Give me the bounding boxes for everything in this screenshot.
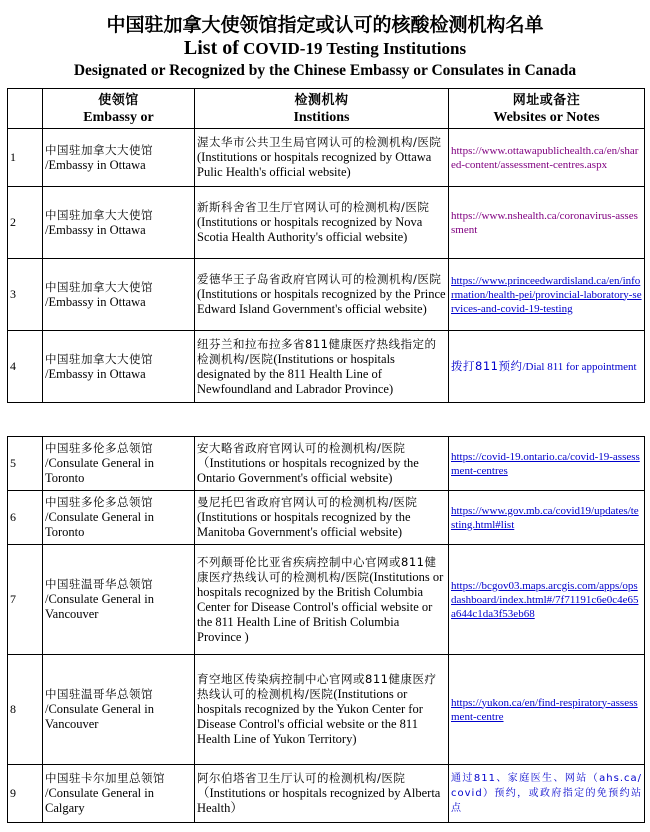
table-row — [8, 655, 645, 765]
header-institution: 检测机构 Institions — [195, 89, 449, 129]
note-zh: 通过811、家庭医生、网站（ahs.ca/covid）预约，或政府指定的免预约站点 — [451, 773, 642, 814]
embassy-name-en: /Consulate General in Toronto — [45, 456, 154, 485]
embassy-name-zh: 中国驻加拿大大使馆 — [45, 279, 153, 294]
institution-zh: 育空地区传染病控制中心官网或811健康医疗热线认可的检测机构/医院 — [197, 672, 437, 701]
embassy-cell — [43, 545, 195, 655]
institution-en: (Institutions or hospitals recognized by Nova Scotia Health Authority's official website) — [197, 215, 423, 244]
page-title-zh: 中国驻加拿大使领馆指定或认可的核酸检测机构名单 — [106, 14, 544, 36]
embassy-cell — [43, 129, 195, 187]
row-number: 3 — [8, 259, 43, 331]
institution-zh: 曼尼托巴省政府官网认可的检测机构/医院 — [197, 495, 418, 509]
website-link[interactable]: https://bcgov03.maps.arcgis.com/apps/opsdashboard/index.html#/7f71191c6e0c4e65a644c1da3f53eb68 — [449, 545, 645, 655]
institution-en: (Institutions or hospitals designated by the 811 Health Line of Newfoundland and Labrador Province) — [197, 351, 395, 396]
institution-en: (Institutions or hospitals recognized by the British Columbia Center for Disease Control's official website or the 811 Health Line of British Columbia Province ) — [197, 569, 444, 644]
row-number: 5 — [8, 437, 43, 491]
row-number: 6 — [8, 491, 43, 545]
institution-zh: 爱德华王子岛省政府官网认可的检测机构/医院 — [197, 272, 442, 286]
institution-cell — [195, 491, 449, 545]
embassy-name-zh: 中国驻加拿大大使馆 — [45, 207, 153, 222]
embassy-name-en: /Embassy in Ottawa — [45, 222, 146, 237]
institution-zh: 纽芬兰和拉布拉多省811健康医疗热线指定的检测机构/医院 — [197, 336, 437, 366]
embassy-name-en: /Embassy in Ottawa — [45, 366, 146, 381]
note-en: /Dial 811 for appointment — [522, 361, 637, 373]
website-link[interactable]: https://www.princeedwardisland.ca/en/information/health-pei/provincial-laboratory-services-and-covid-19-testing — [449, 259, 645, 331]
institution-cell — [195, 545, 449, 655]
row-number: 7 — [8, 545, 43, 655]
website-link[interactable]: https://www.ottawapublichealth.ca/en/shared-content/assessment-centres.aspx — [449, 129, 645, 187]
institution-cell — [195, 187, 449, 259]
institution-en: （Institutions or hospitals recognized by the Ontario Government's official website) — [197, 456, 419, 485]
page-title-en — [0, 37, 650, 60]
institutions-table-1 — [7, 88, 645, 403]
note-zh: 拨打811预约 — [451, 359, 523, 373]
institution-zh: 新斯科舍省卫生厅官网认可的检测机构/医院 — [197, 200, 430, 214]
row-number: 4 — [8, 331, 43, 403]
embassy-cell — [43, 187, 195, 259]
embassy-name-zh: 中国驻多伦多总领馆 — [45, 441, 153, 455]
table-row — [8, 187, 645, 259]
institution-cell — [195, 765, 449, 823]
institutions-table-2 — [7, 436, 645, 823]
embassy-cell — [43, 437, 195, 491]
website-link[interactable]: https://yukon.ca/en/find-respiratory-assessment-centre — [449, 655, 645, 765]
table-row — [8, 491, 645, 545]
appointment-note — [449, 765, 645, 823]
institution-en: (Institutions or hospitals recognized by the Manitoba Government's official website) — [197, 510, 411, 539]
institution-en: (Institutions or hospitals recognized by the Yukon Center for Disease Control's official website or the 811 Health Line of Yukon Territory) — [197, 687, 423, 746]
header-embassy: 使领馆 Embassy or — [43, 89, 195, 129]
embassy-name-zh: 中国驻温哥华总领馆 — [45, 577, 153, 591]
embassy-name-en: /Embassy in Ottawa — [45, 157, 146, 172]
table-row — [8, 545, 645, 655]
row-number: 9 — [8, 765, 43, 823]
website-link[interactable]: https://www.nshealth.ca/coronavirus-assessment — [449, 187, 645, 259]
embassy-name-zh: 中国驻卡尔加里总领馆 — [45, 771, 165, 785]
table-header-row — [8, 89, 645, 129]
table-row — [8, 437, 645, 491]
appointment-note — [449, 331, 645, 403]
embassy-name-en: /Consulate General in Calgary — [45, 786, 154, 815]
header-website: 网址或备注 Websites or Notes — [449, 89, 645, 129]
institution-cell — [195, 655, 449, 765]
embassy-name-en: /Consulate General in Toronto — [45, 510, 154, 539]
embassy-name-en: /Consulate General in Vancouver — [45, 592, 154, 621]
header-num-cell — [8, 89, 43, 129]
table-row — [8, 259, 645, 331]
embassy-cell — [43, 259, 195, 331]
title-en-prefix: List of — [183, 37, 239, 59]
row-number: 8 — [8, 655, 43, 765]
embassy-cell — [43, 491, 195, 545]
website-link[interactable]: https://covid-19.ontario.ca/covid-19-assessment-centres — [449, 437, 645, 491]
row-number: 1 — [8, 129, 43, 187]
institution-zh: 渥太华市公共卫生局官网认可的检测机构/医院 — [197, 135, 442, 149]
table-row — [8, 129, 645, 187]
institution-zh: 不列颠哥伦比亚省疾病控制中心官网或811健康医疗热线认可的检测机构/医院 — [197, 554, 437, 584]
row-number: 2 — [8, 187, 43, 259]
institution-cell — [195, 129, 449, 187]
table-row — [8, 331, 645, 403]
institution-zh: 阿尔伯塔省卫生厅认可的检测机构/医院 — [197, 771, 406, 785]
page-subtitle: Designated or Recognized by the Chinese Embassy or Consulates in Canada — [73, 62, 577, 79]
institution-en: （Institutions or hospitals recognized by Alberta Health） — [197, 786, 441, 815]
embassy-name-en: /Embassy in Ottawa — [45, 294, 146, 309]
embassy-name-en: /Consulate General in Vancouver — [45, 702, 154, 731]
embassy-name-zh: 中国驻加拿大大使馆 — [45, 142, 153, 157]
embassy-cell — [43, 331, 195, 403]
title-en-rest: COVID-19 Testing Institutions — [243, 39, 467, 58]
institution-cell — [195, 437, 449, 491]
embassy-cell — [43, 655, 195, 765]
institution-en: (Institutions or hospitals recognized by Ottawa Pulic Health's official website) — [197, 150, 432, 179]
institution-en: (Institutions or hospitals recognized by the Prince Edward Island Government's official website) — [197, 287, 446, 316]
embassy-name-zh: 中国驻加拿大大使馆 — [45, 351, 153, 366]
institution-zh: 安大略省政府官网认可的检测机构/医院 — [197, 441, 406, 455]
embassy-name-zh: 中国驻温哥华总领馆 — [45, 687, 153, 701]
table-row — [8, 765, 645, 823]
embassy-name-zh: 中国驻多伦多总领馆 — [45, 495, 153, 509]
institution-cell — [195, 259, 449, 331]
website-link[interactable]: https://www.gov.mb.ca/covid19/updates/testing.html#list — [449, 491, 645, 545]
institution-cell — [195, 331, 449, 403]
embassy-cell — [43, 765, 195, 823]
